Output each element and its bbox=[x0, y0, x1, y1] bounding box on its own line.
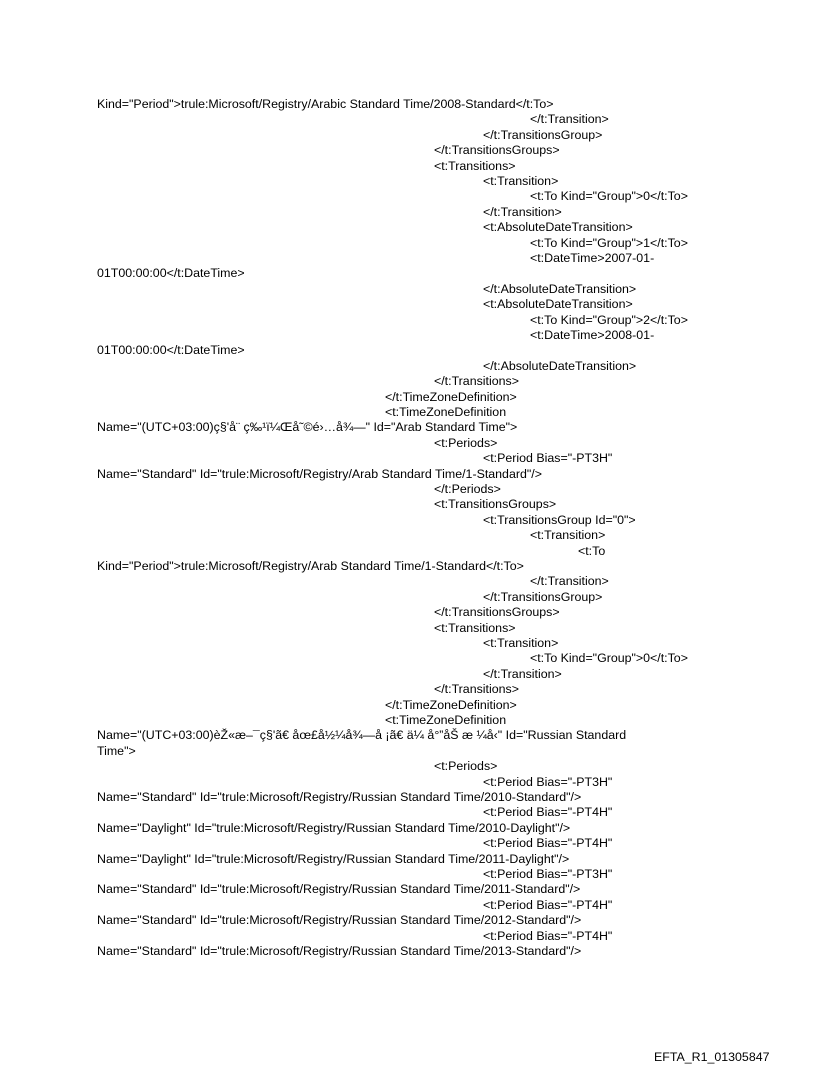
text-line: <t:TimeZoneDefinition bbox=[385, 713, 507, 727]
text-line: <t:AbsoluteDateTransition> bbox=[483, 297, 633, 312]
text-line: <t:Period Bias="-PT3H" bbox=[483, 774, 613, 789]
text-line: </t:Transition> bbox=[530, 574, 609, 589]
text-line: <t:To bbox=[578, 543, 606, 558]
text-line: <t:Period Bias="-PT4H" bbox=[483, 897, 613, 912]
text-line: <t:Transitions> bbox=[434, 620, 516, 635]
text-line: <t:Periods> bbox=[434, 759, 498, 774]
text-line: </t:Transition> bbox=[483, 666, 562, 681]
text-line: </t:TransitionsGroups> bbox=[434, 143, 560, 158]
text-line: Name="Standard" Id="trule:Microsoft/Registry/Russian Standard Time/2010-Standard"/> bbox=[97, 790, 582, 804]
text-line: </t:TransitionsGroup> bbox=[483, 127, 603, 142]
text-line: </t:Transition> bbox=[530, 112, 609, 127]
text-line: <t:TransitionsGroup Id="0"> bbox=[483, 512, 636, 527]
text-line: <t:Period Bias="-PT4H" bbox=[483, 805, 613, 820]
text-line: <t:DateTime>2007-01- bbox=[530, 251, 655, 265]
text-line: </t:Periods> bbox=[434, 482, 501, 496]
text-line: <t:Period Bias="-PT4H" bbox=[483, 836, 613, 851]
text-line: Kind="Period">trule:Microsoft/Registry/Arabic Standard Time/2008-Standard</t:To> bbox=[97, 97, 554, 111]
text-line: Time"> bbox=[97, 743, 136, 758]
text-line: </t:TransitionsGroup> bbox=[483, 589, 603, 604]
text-line: <t:To Kind="Group">0</t:To> bbox=[530, 189, 688, 204]
text-line: </t:Transitions> bbox=[434, 682, 519, 697]
text-line: </t:AbsoluteDateTransition> bbox=[483, 358, 637, 373]
text-line: </t:AbsoluteDateTransition> bbox=[483, 281, 637, 296]
text-line: </t:TimeZoneDefinition> bbox=[385, 697, 517, 712]
text-line: </t:TimeZoneDefinition> bbox=[385, 389, 517, 404]
text-line: <t:Periods> bbox=[434, 435, 498, 450]
text-line: <t:TransitionsGroups> bbox=[434, 497, 557, 512]
text-line: <t:To Kind="Group">0</t:To> bbox=[530, 651, 688, 666]
text-line: <t:DateTime>2008-01- bbox=[530, 328, 655, 342]
text-line: Name="(UTC+03:00)èŽ«æ–¯ç§'ã€ åœ£å½¼å¾—å ¡ã€ ä¼ å°”åŠ æ ¼å‹" Id="Russian Standard bbox=[97, 728, 627, 743]
text-line: Name="Standard" Id="trule:Microsoft/Registry/Russian Standard Time/2012-Standard"/> bbox=[97, 913, 582, 928]
text-line: <t:Period Bias="-PT4H" bbox=[483, 928, 613, 943]
text-line: <t:Transition> bbox=[483, 174, 559, 188]
text-line: Name="Standard" Id="trule:Microsoft/Registry/Arab Standard Time/1-Standard"/> bbox=[97, 466, 542, 481]
text-line: <t:Transition> bbox=[530, 528, 606, 543]
text-line: <t:Transitions> bbox=[434, 158, 516, 173]
text-line: <t:Period Bias="-PT3H" bbox=[483, 867, 613, 881]
text-line: Name="Standard" Id="trule:Microsoft/Registry/Russian Standard Time/2011-Standard"/> bbox=[97, 882, 581, 897]
text-line: Kind="Period">trule:Microsoft/Registry/Arab Standard Time/1-Standard</t:To> bbox=[97, 559, 524, 573]
text-line: <t:AbsoluteDateTransition> bbox=[483, 220, 633, 235]
text-line: </t:TransitionsGroups> bbox=[434, 605, 560, 620]
text-line: 01T00:00:00</t:DateTime> bbox=[97, 266, 245, 281]
text-line: <t:TimeZoneDefinition bbox=[385, 405, 507, 419]
text-line: </t:Transition> bbox=[483, 204, 562, 219]
text-line: Name="Standard" Id="trule:Microsoft/Registry/Russian Standard Time/2013-Standard"/> bbox=[97, 944, 582, 958]
text-line: Name="(UTC+03:00)ç§'å¨ ç‰¹ï¼Œå˜©é›…å¾—" Id="Arab Standard Time"> bbox=[97, 420, 518, 435]
text-line: <t:To Kind="Group">2</t:To> bbox=[530, 312, 688, 327]
text-line: <t:Period Bias="-PT3H" bbox=[483, 451, 613, 466]
text-line: 01T00:00:00</t:DateTime> bbox=[97, 343, 245, 358]
text-line: Name="Daylight" Id="trule:Microsoft/Registry/Russian Standard Time/2011-Daylight"/> bbox=[97, 851, 570, 866]
text-line: Name="Daylight" Id="trule:Microsoft/Registry/Russian Standard Time/2010-Daylight"/> bbox=[97, 820, 571, 835]
text-line: <t:To Kind="Group">1</t:To> bbox=[530, 235, 688, 250]
footer-doc-id: EFTA_R1_01305847 bbox=[654, 1050, 770, 1064]
text-line: </t:Transitions> bbox=[434, 374, 519, 389]
text-line: <t:Transition> bbox=[483, 636, 559, 650]
